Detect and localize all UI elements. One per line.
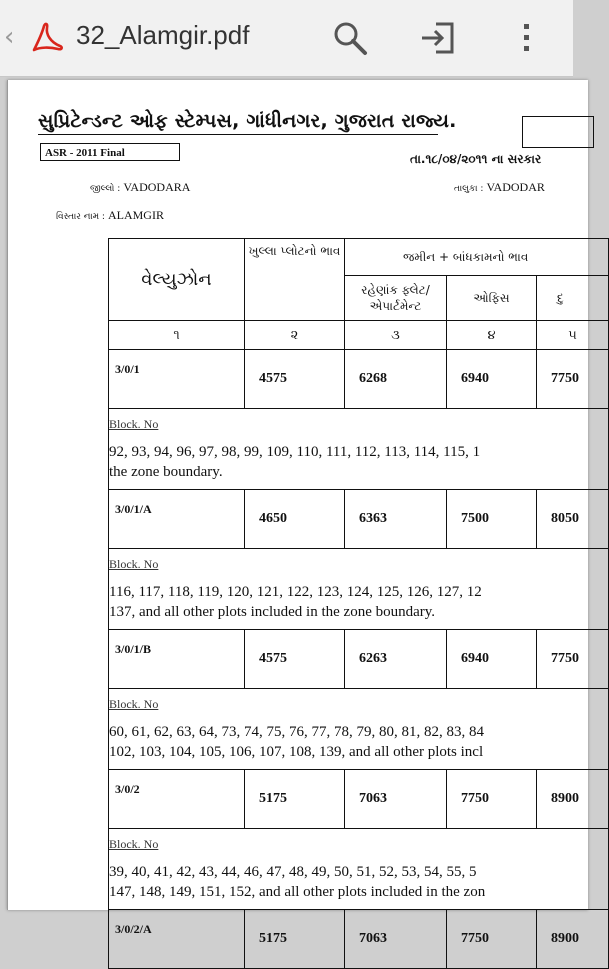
residential-cell: 6263 [345, 630, 447, 689]
document-title: સુપ્રિટેન્ડન્ટ ઓફ સ્ટેમ્પસ, ગાંધીનગર, ગુજરાત રાજ્ય. [38, 110, 457, 132]
office-cell: 6940 [447, 350, 537, 409]
block-numbers: the zone boundary. [109, 463, 223, 480]
area-label: વિસ્તાર નામ : [56, 212, 105, 222]
taluka-value: VADODAR [486, 180, 545, 194]
date-text: તા.૧૮/૦૪/૨૦૧૧ ના સરકાર [410, 152, 542, 166]
block-label: Block. No [109, 416, 159, 431]
pdf-icon [28, 20, 64, 56]
block-label: Block. No [109, 556, 159, 571]
zone-cell: 3/0/1 [109, 350, 245, 409]
block-numbers: 60, 61, 62, 63, 64, 73, 74, 75, 76, 77, 78, 79, 80, 81, 82, 83, 84 [109, 723, 484, 740]
col-number: ૧ [109, 321, 245, 350]
asr-label: ASR - 2011 Final [40, 143, 180, 161]
zone-cell: 3/0/1/B [109, 630, 245, 689]
block-cell [109, 549, 609, 630]
overflow-menu-icon[interactable] [506, 18, 546, 58]
block-row [109, 689, 609, 770]
office-cell: 6940 [447, 630, 537, 689]
district-label: જીલ્લો : [90, 184, 121, 194]
open-in-icon[interactable] [418, 18, 458, 58]
pdf-page[interactable] [7, 80, 588, 946]
block-row [109, 829, 609, 910]
block-label: Block. No [109, 836, 159, 851]
chevron-left-icon[interactable]: ‹ [4, 22, 15, 52]
open-plot-cell: 5175 [245, 910, 345, 969]
area-value: ALAMGIR [107, 208, 164, 222]
table-row [109, 630, 609, 689]
block-cell [109, 829, 609, 910]
area-meta [56, 208, 164, 223]
block-numbers: 92, 93, 94, 96, 97, 98, 99, 109, 110, 111, 112, 113, 114, 115, 1 [109, 443, 481, 460]
table-row [109, 490, 609, 549]
residential-cell: 6363 [345, 490, 447, 549]
valuation-table [108, 238, 609, 969]
block-label: Block. No [109, 696, 159, 711]
column-number-row [109, 321, 609, 350]
open-plot-cell: 4575 [245, 630, 345, 689]
header-office: ઓફિસ [447, 276, 537, 321]
table-row [109, 910, 609, 969]
shop-cell: 8050 [537, 490, 609, 549]
district-value: VADODARA [123, 180, 191, 194]
taluka-label: તાલુકા : [454, 184, 484, 194]
block-numbers: 39, 40, 41, 42, 43, 44, 46, 47, 48, 49, 50, 51, 52, 53, 54, 55, 5 [109, 863, 477, 880]
header-land-construction: જમીન + બાંધકામનો ભાવ [345, 239, 609, 276]
taluka-meta [454, 180, 545, 195]
block-row [109, 409, 609, 490]
district-meta [90, 180, 190, 195]
action-bar [0, 0, 573, 77]
zone-cell: 3/0/2/A [109, 910, 245, 969]
block-numbers: 147, 148, 149, 151, 152, and all other plots included in the zon [109, 883, 486, 900]
col-number: ૩ [345, 321, 447, 350]
shop-cell: 8900 [537, 770, 609, 829]
header-valuezone: વેલ્યુઝોન [109, 239, 245, 321]
shop-cell: 7750 [537, 350, 609, 409]
file-name-title: 32_Alamgir.pdf [76, 20, 250, 50]
title-underline [38, 134, 438, 135]
block-numbers: 137, and all other plots included in the zone boundary. [109, 603, 436, 620]
header-row [109, 239, 609, 276]
header-residential: રહેણાંક ફ્લેટ/ એપાર્ટમેન્ટ [345, 276, 447, 321]
open-plot-cell: 4650 [245, 490, 345, 549]
table-row [109, 770, 609, 829]
col-number: ૫ [537, 321, 609, 350]
shop-cell: 8900 [537, 910, 609, 969]
block-cell [109, 689, 609, 770]
office-cell: 7750 [447, 770, 537, 829]
search-icon[interactable] [330, 18, 370, 58]
office-cell: 7500 [447, 490, 537, 549]
col-number: ૨ [245, 321, 345, 350]
header-open-plot: ખુલ્લા પ્લોટનો ભાવ [245, 239, 345, 321]
residential-cell: 7063 [345, 910, 447, 969]
block-row [109, 549, 609, 630]
residential-cell: 6268 [345, 350, 447, 409]
block-numbers: 102, 103, 104, 105, 106, 107, 108, 139, and all other plots incl [109, 743, 484, 760]
zone-cell: 3/0/2 [109, 770, 245, 829]
office-cell: 7750 [447, 910, 537, 969]
block-numbers: 116, 117, 118, 119, 120, 121, 122, 123, 124, 125, 126, 127, 12 [109, 583, 482, 600]
block-cell [109, 409, 609, 490]
shop-cell: 7750 [537, 630, 609, 689]
open-plot-cell: 4575 [245, 350, 345, 409]
table-row [109, 350, 609, 409]
header-box [522, 116, 594, 148]
residential-cell: 7063 [345, 770, 447, 829]
zone-cell: 3/0/1/A [109, 490, 245, 549]
col-number: ૪ [447, 321, 537, 350]
open-plot-cell: 5175 [245, 770, 345, 829]
header-shop: દુ [537, 276, 609, 321]
